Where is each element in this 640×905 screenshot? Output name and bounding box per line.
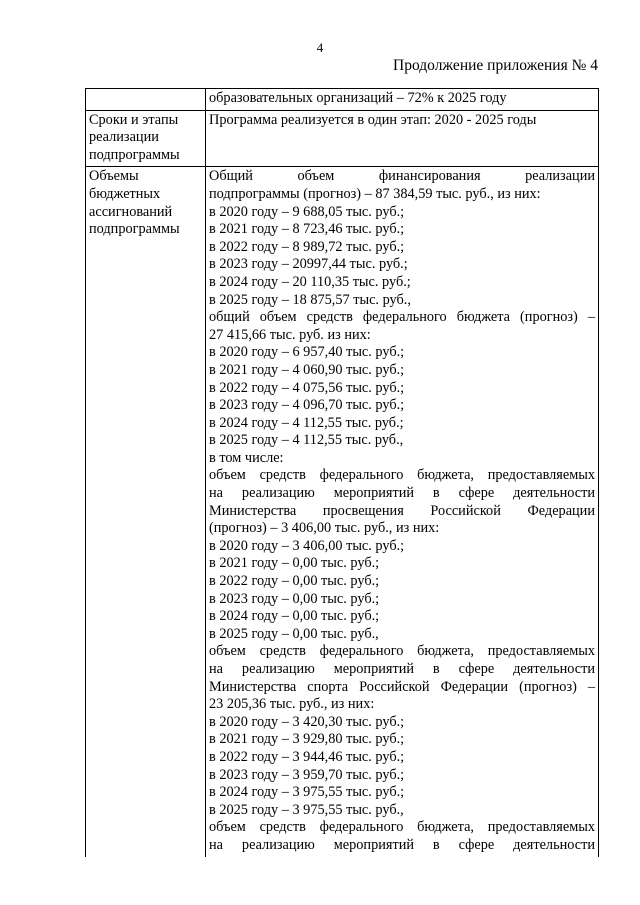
label-line: Сроки и этапы	[89, 111, 179, 128]
label-line: подпрограммы	[89, 146, 180, 163]
funding-line: на реализацию мероприятий в сфере деятельности	[209, 836, 595, 853]
page-number: 4	[316, 40, 324, 55]
funding-line: объем средств федерального бюджета, предоставляемых	[209, 819, 595, 836]
row-label-cell	[86, 110, 206, 167]
row-label-cell	[86, 89, 206, 111]
funding-line: Общий объем финансирования реализации	[209, 168, 595, 185]
row-value-cell	[206, 110, 599, 167]
passport-table	[85, 88, 599, 857]
label-line: Объемы	[89, 168, 139, 185]
table-row	[86, 110, 599, 167]
funding-line: в 2023 году – 20997,44 тыс. руб.;	[209, 256, 408, 273]
funding-line: в 2021 году – 0,00 тыс. руб.;	[209, 555, 380, 572]
funding-line: в 2024 году – 4 112,55 тыс. руб.;	[209, 414, 404, 431]
funding-line: Министерства спорта Российской Федерации (прогноз) –	[209, 678, 595, 695]
funding-line: в 2023 году – 0,00 тыс. руб.;	[209, 590, 380, 607]
funding-line: в том числе:	[209, 449, 284, 466]
funding-line: общий объем средств федерального бюджета (прогноз) –	[209, 309, 595, 326]
label-line: реализации	[89, 129, 159, 146]
funding-line: в 2023 году – 4 096,70 тыс. руб.;	[209, 397, 405, 414]
appendix-continuation-note: Продолжение приложения № 4	[393, 57, 598, 74]
funding-line: в 2021 году – 4 060,90 тыс. руб.;	[209, 361, 405, 378]
funding-line: в 2021 году – 8 723,46 тыс. руб.;	[209, 221, 405, 238]
row-value-text: Программа реализуется в один этап: 2020 - 2025 годы	[209, 111, 537, 128]
funding-line: в 2025 году – 0,00 тыс. руб.,	[209, 625, 379, 642]
funding-line: в 2020 году – 3 420,30 тыс. руб.;	[209, 713, 405, 730]
funding-line: 23 205,36 тыс. руб., из них:	[209, 696, 375, 713]
funding-line: на реализацию мероприятий в сфере деятельности	[209, 661, 595, 677]
table-row	[86, 167, 599, 857]
row-value-cell	[206, 167, 599, 857]
funding-line: в 2022 году – 3 944,46 тыс. руб.;	[209, 748, 405, 765]
funding-line: в 2023 году – 3 959,70 тыс. руб.;	[209, 766, 405, 783]
label-line: бюджетных	[89, 185, 161, 202]
funding-line: в 2022 году – 4 075,56 тыс. руб.;	[209, 379, 405, 396]
funding-line: в 2025 году – 4 112,55 тыс. руб.,	[209, 432, 404, 449]
funding-line: Министерства просвещения Российской Федерации	[209, 502, 595, 519]
funding-line: в 2020 году – 9 688,05 тыс. руб.;	[209, 203, 405, 220]
funding-line: в 2024 году – 20 110,35 тыс. руб.;	[209, 273, 411, 290]
funding-line: в 2022 году – 0,00 тыс. руб.;	[209, 573, 380, 590]
funding-line: в 2022 году – 8 989,72 тыс. руб.;	[209, 238, 405, 255]
funding-line: (прогноз) – 3 406,00 тыс. руб., из них:	[209, 520, 440, 537]
funding-line: в 2021 году – 3 929,80 тыс. руб.;	[209, 731, 405, 748]
table-row	[86, 89, 599, 111]
label-line: ассигнований	[89, 203, 173, 220]
funding-line: на реализацию мероприятий в сфере деятельности	[209, 485, 595, 502]
row-value-text: образовательных организаций – 72% к 2025 году	[209, 90, 507, 106]
row-value-cell	[206, 89, 599, 111]
row-label-cell	[86, 167, 206, 857]
funding-line: подпрограммы (прогноз) – 87 384,59 тыс. руб., из них:	[209, 185, 541, 202]
funding-line: в 2025 году – 18 875,57 тыс. руб.,	[209, 291, 411, 308]
label-line: подпрограммы	[89, 221, 180, 238]
funding-line: в 2020 году – 3 406,00 тыс. руб.;	[209, 537, 405, 554]
funding-line: объем средств федерального бюджета, предоставляемых	[209, 467, 595, 484]
funding-lines	[209, 168, 595, 854]
funding-line: в 2025 году – 3 975,55 тыс. руб.,	[209, 801, 404, 818]
funding-line: 27 415,66 тыс. руб. из них:	[209, 326, 371, 343]
funding-line: в 2024 году – 0,00 тыс. руб.;	[209, 608, 380, 625]
funding-line: в 2020 году – 6 957,40 тыс. руб.;	[209, 344, 405, 361]
funding-line: в 2024 году – 3 975,55 тыс. руб.;	[209, 784, 405, 801]
funding-line: объем средств федерального бюджета, предоставляемых	[209, 643, 595, 660]
